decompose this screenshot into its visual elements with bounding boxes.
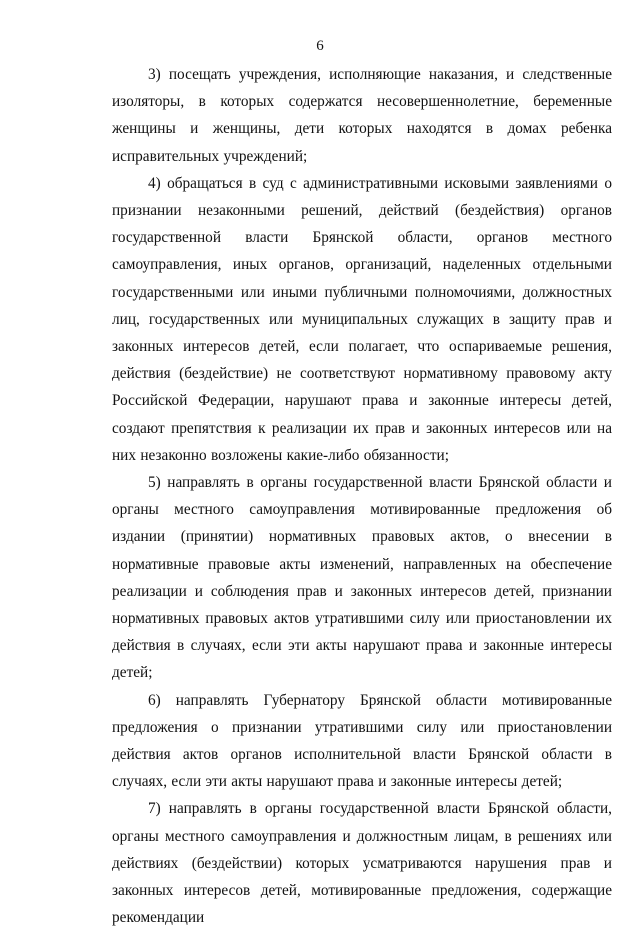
page-number: 6	[316, 38, 324, 54]
paragraph-item-5: 5) направлять в органы государственной власти Брянской области и органы местного самоуправления мотивированные предложения об издании (принятии) нормативных правовых актов, о внесении в нормативные правовые акты изменений, направленных на обеспечение реализации и соблюдения прав и законных интересов детей, признании нормативных правовых актов утратившими силу или приостановлении их действия в случаях, если эти акты нарушают права и законные интересы детей;	[112, 474, 612, 682]
paragraph-item-4: 4) обращаться в суд с административными исковыми заявлениями о признании незаконными решений, действий (бездействия) органов государственной власти Брянской области, органов местного самоуправления, иных органов, организаций, наделенных отдельными государственными или иными публичными полномочиями, должностных лиц, государственных или муниципальных служащих в защиту прав и законных интересов детей, если полагает, что оспариваемые решения, действия (бездействие) не соответствуют нормативному правовому акту Российской Федерации, нарушают права и законные интересы детей, создают препятствия к реализации их прав и законных интересов или на них незаконно возложены какие-либо обязанности;	[112, 174, 612, 464]
paragraph-item-3: 3) посещать учреждения, исполняющие наказания, и следственные изоляторы, в которых содержатся несовершеннолетние, беременные женщины и женщины, дети которых находятся в домах ребенка исправительных учреждений;	[112, 66, 612, 165]
paragraph-item-7: 7) направлять в органы государственной власти Брянской области, органы местного самоуправления и должностным лицам, в решениях или действиях (бездействии) которых усматриваются нарушения прав и законных интересов детей, мотивированные предложения, содержащие рекомендации	[112, 800, 612, 927]
document-body	[112, 61, 612, 932]
paragraph-item-6: 6) направлять Губернатору Брянской области мотивированные предложения о признании утратившими силу или приостановлении действия актов органов исполнительной власти Брянской области в случаях, если эти акты нарушают права и законные интересы детей;	[112, 691, 612, 791]
